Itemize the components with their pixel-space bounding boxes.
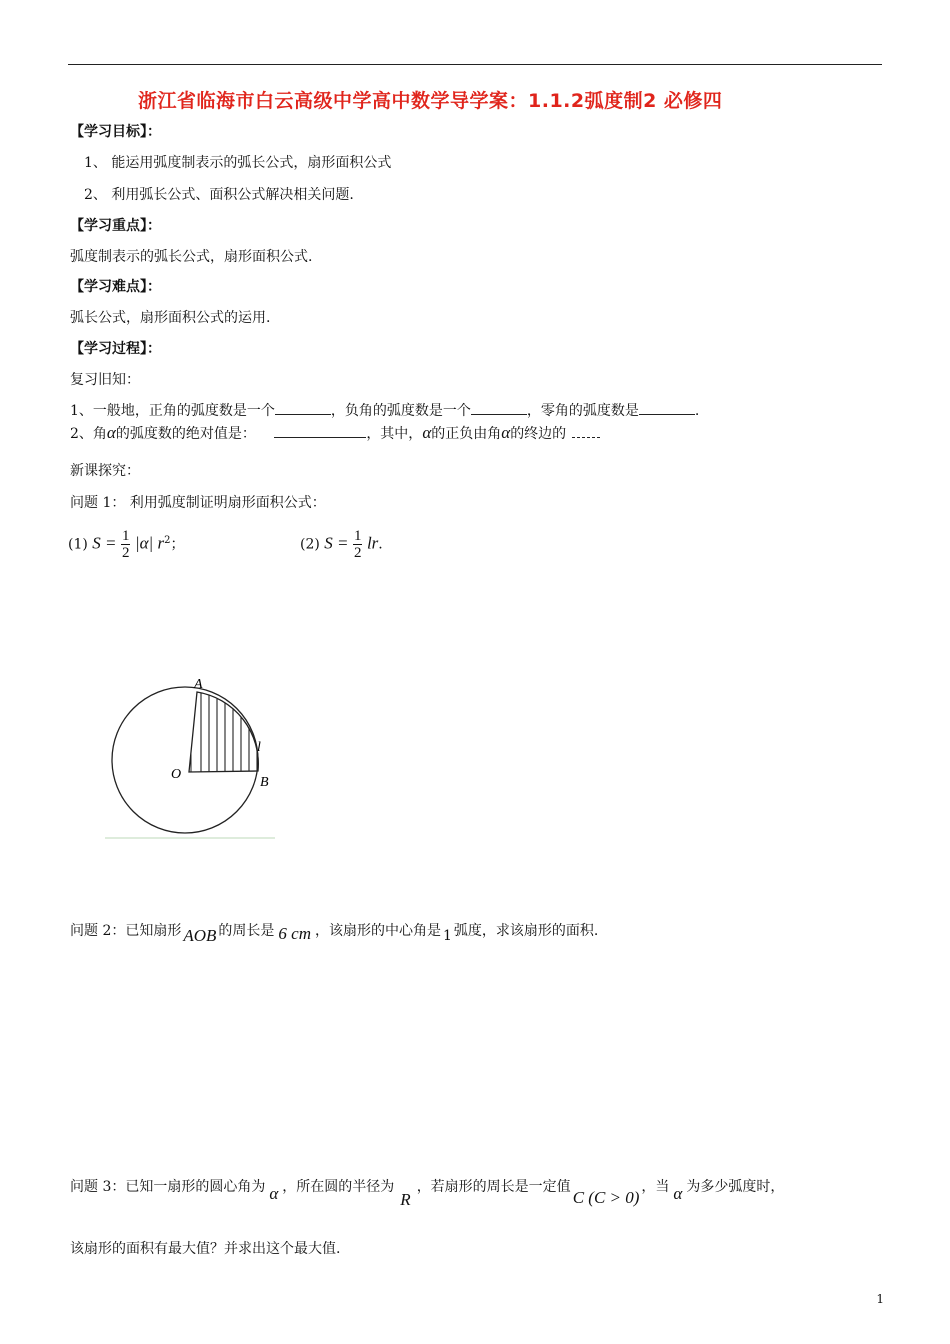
process-heading: 【学习过程】： [70,341,161,357]
fraction-half-2: $\frac{1}{2}$ [353,528,362,561]
formula-2: (2) S = $\frac{1}{2}$ lr. [300,528,383,561]
goals-heading: 【学习目标】： [70,124,161,140]
difficulty-heading: 【学习难点】： [70,279,161,295]
label-l: l [257,740,261,755]
blank-positive[interactable] [275,400,331,415]
new-lesson-label: 新课探究： [70,463,140,479]
difficulty-text: 弧长公式，扇形面积公式的运用. [70,310,271,326]
review-label: 复习旧知： [70,372,140,388]
sector-figure [105,670,285,845]
review-question-1: 1、一般地，正角的弧度数是一个 ，负角的弧度数是一个 ，零角的弧度数是 . [70,400,699,420]
review-question-2: 2、角α的弧度数的绝对值是： ，其中，α的正负由角α的终边的 [70,423,600,443]
page-number: 1 [876,1292,884,1306]
formula-1: (1) S = $\frac{1}{2}$ |α| $r^2$； [68,528,185,561]
goal-item-1: 1、 能运用弧度制表示的弧长公式，扇形面积公式 [84,155,392,171]
circle-outline [112,687,258,833]
focus-heading: 【学习重点】： [70,218,161,234]
blank-abs-value[interactable] [274,423,366,438]
blank-negative[interactable] [471,400,527,415]
sector-outline [189,692,258,772]
question-3-line-2: 该扇形的面积有最大值？并求出这个最大值. [70,1241,341,1257]
label-b: B [260,775,269,790]
label-o: O [171,767,182,782]
top-rule [68,64,882,65]
label-a: A [194,677,203,692]
focus-text: 弧度制表示的弧长公式，扇形面积公式. [70,249,313,265]
question-3: 问题 3：已知一扇形的圆心角为 α ，所在圆的半径为R，若扇形的周长是一定值C (C > 0)，当 α 为多少弧度时， [70,1179,785,1209]
fraction-half-1: $\frac{1}{2}$ [121,528,130,561]
blank-terminal-side[interactable] [572,423,600,438]
blank-zero[interactable] [639,400,695,415]
goal-item-2: 2、 利用弧长公式、面积公式解决相关问题. [84,187,354,203]
question-2: 问题 2：已知扇形 AOB 的周长是 6 cm ，该扇形的中心角是 1 弧度，求该扇形的面积. [70,923,599,945]
page-title: 浙江省临海市白云高级中学高中数学导学案：1.1.2弧度制2 必修四 [138,90,723,112]
question-1: 问题 1： 利用弧度制证明扇形面积公式： [70,495,326,511]
